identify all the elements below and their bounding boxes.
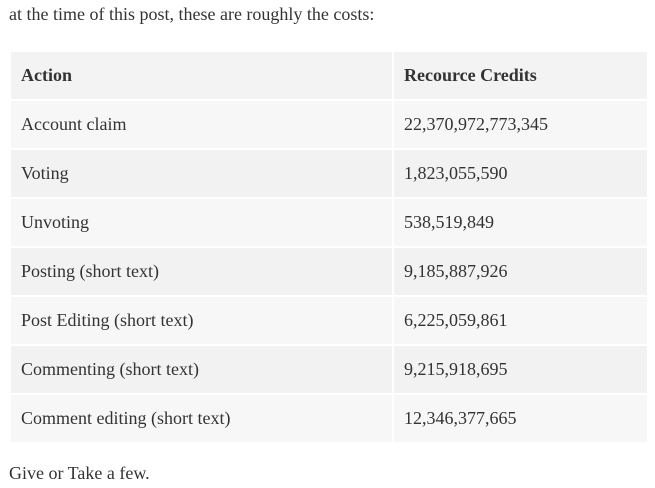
credits-cell: 9,215,918,695: [394, 346, 647, 395]
outro-paragraph: Give or Take a few.: [9, 463, 150, 483]
table-row: [11, 248, 647, 297]
table-row: [11, 297, 647, 346]
credits-cell: 538,519,849: [394, 199, 647, 248]
intro-paragraph: at the time of this post, these are roughly the costs:: [9, 4, 375, 24]
table-row: [11, 199, 647, 248]
credits-cell: 9,185,887,926: [394, 248, 647, 297]
table-row: [11, 150, 647, 199]
action-cell: Unvoting: [11, 199, 394, 248]
action-cell: Comment editing (short text): [11, 395, 394, 444]
column-header-credits: Recource Credits: [394, 52, 647, 101]
table-row: [11, 346, 647, 395]
table-header-row: [11, 52, 647, 101]
resource-credit-cost-table: [11, 52, 647, 444]
action-cell: Account claim: [11, 101, 394, 150]
credits-cell: 6,225,059,861: [394, 297, 647, 346]
action-cell: Post Editing (short text): [11, 297, 394, 346]
action-cell: Posting (short text): [11, 248, 394, 297]
table-row: [11, 395, 647, 444]
action-cell: Commenting (short text): [11, 346, 394, 395]
action-cell: Voting: [11, 150, 394, 199]
table-row: [11, 101, 647, 150]
credits-cell: 12,346,377,665: [394, 395, 647, 444]
credits-cell: 22,370,972,773,345: [394, 101, 647, 150]
credits-cell: 1,823,055,590: [394, 150, 647, 199]
column-header-action: Action: [11, 52, 394, 101]
